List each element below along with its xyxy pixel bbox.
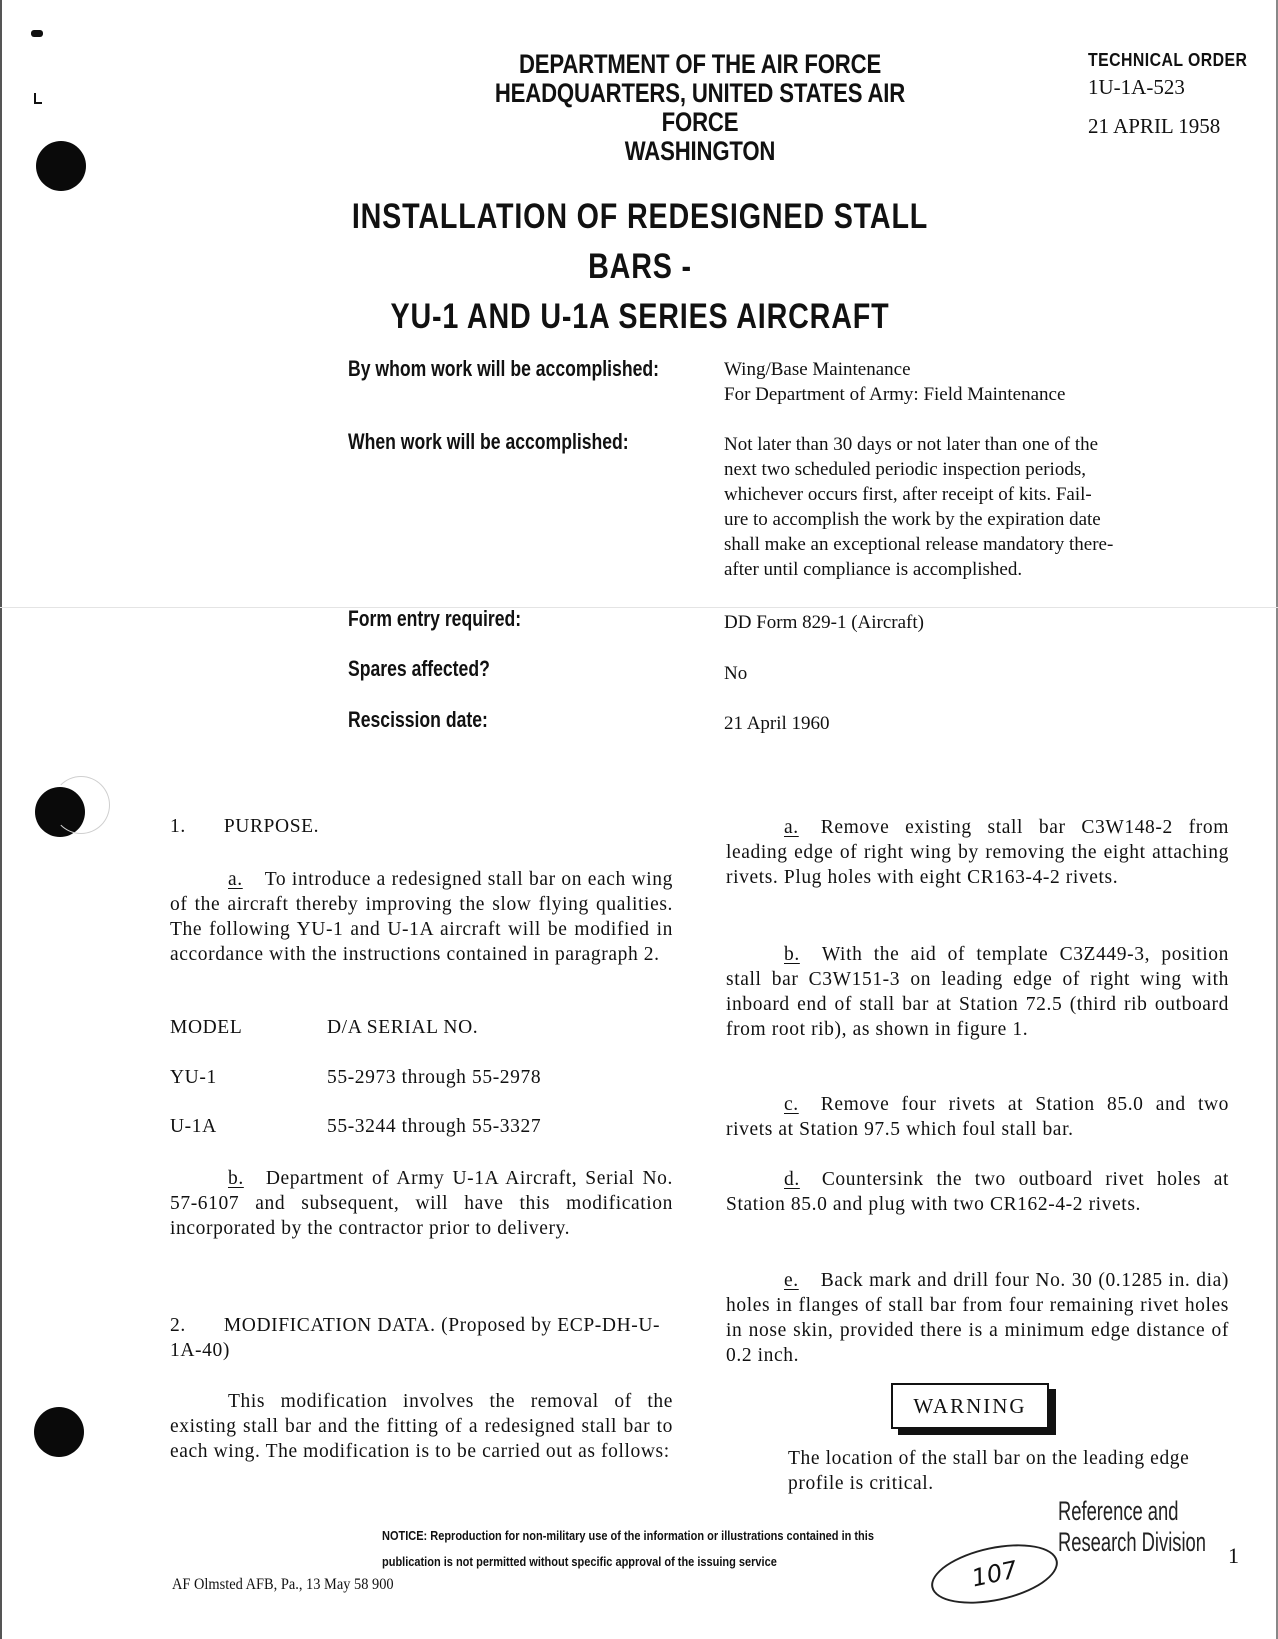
column-header-model: MODEL [170, 1017, 243, 1038]
cell-model: U-1A [170, 1116, 217, 1137]
step-c [726, 1092, 1229, 1142]
meta-value-line: shall make an exceptional release mandatory there- [724, 534, 1114, 555]
step-letter: b. [784, 944, 800, 965]
table-row [170, 1067, 217, 1089]
meta-value-line: Wing/Base Maintenance [724, 359, 911, 380]
meta-value-when [724, 432, 1113, 582]
meta-value-line: For Department of Army: Field Maintenance [724, 384, 1066, 405]
meta-label-form-entry: Form entry required: [348, 606, 522, 631]
meta-label-rescission: Rescission date: [348, 707, 488, 732]
meta-label-when: When work will be accomplished: [348, 429, 629, 454]
org-line: WASHINGTON [624, 136, 776, 166]
meta-value-by-whom [724, 357, 1065, 407]
step-text: Remove existing stall bar C3W148-2 from leading edge of right wing by removing the eight attaching rivets. Plug holes with eight CR163-4-2 rivets. [726, 817, 1229, 888]
cell-serial: 55-3244 through 55-3327 [327, 1116, 542, 1137]
meta-value-line: ure to accomplish the work by the expiration date [724, 509, 1101, 530]
printer-imprint: AF Olmsted AFB, Pa., 13 May 58 900 [172, 1576, 394, 1593]
section-number: 1. [170, 816, 186, 837]
org-line: HEADQUARTERS, UNITED STATES AIR FORCE [494, 78, 906, 137]
step-b [726, 942, 1229, 1042]
section-2-heading [170, 1313, 673, 1363]
step-text: Remove four rivets at Station 85.0 and two rivets at Station 97.5 which foul stall bar. [726, 1094, 1229, 1140]
stamp-line: Research Division [1058, 1527, 1206, 1557]
step-text: Back mark and drill four No. 30 (0.1285 in. dia) holes in flanges of stall bar from four remaining rivet holes in nose skin, provided there is a minimum edge distance of 0.2 inch. [726, 1270, 1229, 1366]
org-line: DEPARTMENT OF THE AIR FORCE [518, 49, 882, 79]
notice-line: publication is not permitted without specific approval of the issuing service [382, 1555, 777, 1569]
punch-hole-icon [34, 1407, 84, 1457]
document-title [240, 192, 1040, 342]
serial-table-header [327, 1017, 478, 1039]
reproduction-notice [382, 1523, 941, 1575]
meta-value-line: whichever occurs first, after receipt of kits. Fail- [724, 484, 1092, 505]
warning-badge [891, 1383, 1049, 1429]
handwritten-number-circle [926, 1534, 1063, 1614]
column-header-serial: D/A SERIAL NO. [327, 1017, 479, 1038]
section-title: MODIFICATION DATA. (Proposed by ECP-DH-U-1A-40) [170, 1315, 661, 1361]
meta-value-rescission: 21 April 1960 [724, 713, 830, 734]
step-letter: a. [784, 817, 799, 838]
meta-label-by-whom: By whom work will be accomplished: [348, 356, 659, 381]
meta-value-spares: No [724, 663, 748, 684]
library-stamp [1058, 1496, 1276, 1558]
handwritten-number: 107 [969, 1555, 1020, 1593]
step-letter: e. [784, 1270, 799, 1291]
scan-fold-line [0, 607, 1278, 608]
page-number: 1 [1228, 1543, 1239, 1568]
paragraph-text: To introduce a redesigned stall bar on each wing of the aircraft thereby improving the slow flying qualities. The following YU-1 and U-1A aircraft will be modified in accordance with the instructions contained in paragraph 2. [170, 869, 673, 965]
section-title: PURPOSE. [223, 816, 320, 837]
notice-line: NOTICE: Reproduction for non-military use of the information or illustrations contained in this [382, 1529, 874, 1543]
step-d [726, 1167, 1229, 1217]
punch-hole-shadow [52, 776, 110, 834]
cell-model: YU-1 [170, 1067, 217, 1088]
step-e [726, 1268, 1229, 1368]
serial-table-header [170, 1017, 242, 1039]
meta-value-form-entry: DD Form 829-1 (Aircraft) [724, 612, 924, 633]
page-edge-left [0, 0, 2, 1639]
paragraph-letter: b. [228, 1168, 244, 1189]
meta-value-line: next two scheduled periodic inspection periods, [724, 459, 1086, 480]
title-line-2: YU-1 AND U-1A SERIES AIRCRAFT [390, 297, 890, 336]
issue-date: 21 APRIL 1958 [1088, 114, 1221, 138]
title-line-1: INSTALLATION OF REDESIGNED STALL BARS - [351, 197, 929, 286]
stamp-line: Reference and [1058, 1496, 1179, 1526]
technical-order-label: TECHNICAL ORDER [1088, 50, 1248, 70]
warning-label: WARNING [913, 1393, 1027, 1418]
table-row [327, 1067, 541, 1089]
paragraph-letter: a. [228, 869, 243, 890]
warning-text: The location of the stall bar on the leading edge profile is critical. [788, 1448, 1190, 1494]
issuing-authority [440, 50, 960, 166]
section-1-heading [170, 814, 319, 839]
punch-hole-icon [36, 141, 86, 191]
meta-label-spares: Spares affected? [348, 656, 490, 681]
section-number: 2. [170, 1315, 186, 1336]
technical-order-block [1088, 50, 1269, 139]
step-letter: c. [784, 1094, 799, 1115]
cell-serial: 55-2973 through 55-2978 [327, 1067, 542, 1088]
paragraph-1a [170, 867, 673, 967]
step-text: With the aid of template C3Z449-3, position stall bar C3W151-3 on leading edge of right wing with inboard end of stall bar at Station 72.5 (third rib outboard from root rib), as shown in figure 1. [726, 944, 1229, 1040]
technical-order-number: 1U-1A-523 [1088, 75, 1185, 99]
step-text: Countersink the two outboard rivet holes at Station 85.0 and plug with two CR162-4-2 rivets. [726, 1169, 1229, 1215]
step-letter: d. [784, 1169, 800, 1190]
ink-mark [31, 30, 43, 37]
meta-value-line: after until compliance is accomplished. [724, 559, 1023, 580]
meta-value-line: Not later than 30 days or not later than one of the [724, 434, 1099, 455]
section-2-intro: This modification involves the removal of the existing stall bar and the fitting of a redesigned stall bar to each wing. The modification is to be carried out as follows: [170, 1391, 673, 1462]
ink-mark [34, 93, 42, 104]
table-row [170, 1116, 217, 1138]
step-a [726, 815, 1229, 890]
paragraph-1b [170, 1166, 673, 1241]
table-row [327, 1116, 541, 1138]
paragraph-text: Department of Army U-1A Aircraft, Serial No. 57-6107 and subsequent, will have this modification incorporated by the contractor prior to delivery. [170, 1168, 673, 1239]
